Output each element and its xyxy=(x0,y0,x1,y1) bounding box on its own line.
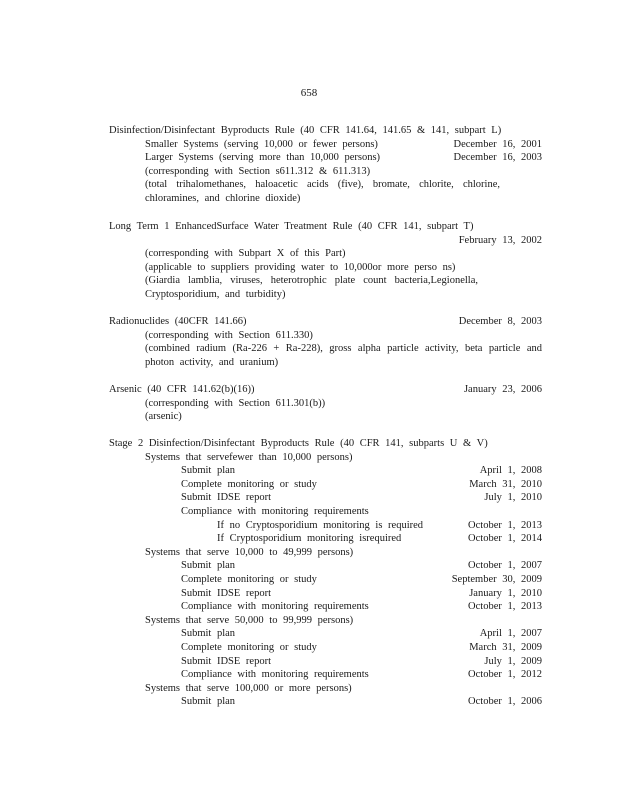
dbp-contaminants: (total trihalomethanes, haloacetic acids (five), bromate, chlorite, chlorine, chloramines, and chlorine dioxide) xyxy=(145,179,500,204)
lt1-rule-date: February 13, 2002 xyxy=(458,234,542,246)
schedule-date: October 1, 2013 xyxy=(468,601,542,613)
system-group-label: Systems that serve 100,000 or more persons) xyxy=(145,682,352,694)
schedule-row xyxy=(109,464,542,478)
schedule-row xyxy=(109,573,542,587)
schedule-label: Submit IDSE report xyxy=(181,587,271,599)
radionuclides-date: December 8, 2003 xyxy=(458,316,542,327)
dbp-corresponding: (corresponding with Section s611.312 & 611.313) xyxy=(145,165,371,177)
lt1-applicable: (applicable to suppliers providing water to 10,000or more perso ns) xyxy=(145,261,456,273)
stage2-rule-section xyxy=(109,437,542,709)
schedule-date: October 1, 2006 xyxy=(468,696,542,708)
dbp-row xyxy=(109,151,542,165)
radionuclides-corresponding: (corresponding with Section 611.330) xyxy=(145,329,313,341)
radionuclides-contaminants: (combined radium (Ra-226 + Ra-228), gross alpha particle activity, beta particle and photon activity, and uranium) xyxy=(145,343,542,368)
stage2-rule-title: Stage 2 Disinfection/Disinfectant Byproducts Rule (40 CFR 141, subparts U & V) xyxy=(109,438,488,449)
schedule-label: Complete monitoring or study xyxy=(181,641,317,653)
arsenic-title: Arsenic (40 CFR 141.62(b)(16)) xyxy=(109,384,255,395)
lt1-contaminants: (Giardia lamblia, viruses, heterotrophic plate count bacteria,Legionella, Cryptosporidium, and turbidity) xyxy=(145,275,478,300)
schedule-row xyxy=(109,559,542,573)
system-group-label: Systems that serve 50,000 to 99,999 persons) xyxy=(145,614,354,626)
arsenic-contaminants: (arsenic) xyxy=(145,411,182,423)
dbp-row-date: December 16, 2003 xyxy=(453,152,542,164)
arsenic-corresponding: (corresponding with Section 611.301(b)) xyxy=(145,397,326,409)
radionuclides-title: Radionuclides (40CFR 141.66) xyxy=(109,316,247,327)
schedule-row xyxy=(109,532,542,546)
schedule-date: April 1, 2007 xyxy=(479,628,542,640)
schedule-row xyxy=(109,695,542,709)
dbp-row-label: Smaller Systems (serving 10,000 or fewer persons) xyxy=(145,138,378,150)
schedule-row xyxy=(109,587,542,601)
arsenic-section xyxy=(109,383,542,424)
system-group-label: Systems that serve 10,000 to 49,999 persons) xyxy=(145,546,354,558)
dbp-row-label: Larger Systems (serving more than 10,000 persons) xyxy=(145,152,381,164)
schedule-row xyxy=(109,478,542,492)
schedule-date: October 1, 2013 xyxy=(468,519,542,531)
dbp-rule-section xyxy=(109,124,542,206)
lt1-rule-section xyxy=(109,220,542,302)
schedule-date: January 1, 2010 xyxy=(469,587,542,599)
schedule-date: July 1, 2010 xyxy=(484,492,542,504)
schedule-date: October 1, 2012 xyxy=(468,669,542,681)
schedule-date: October 1, 2007 xyxy=(468,560,542,572)
schedule-label: Complete monitoring or study xyxy=(181,478,317,490)
schedule-label: Submit plan xyxy=(181,696,236,708)
dbp-rule-title: Disinfection/Disinfectant Byproducts Rule (40 CFR 141.64, 141.65 & 141, subpart L) xyxy=(109,125,502,136)
schedule-row xyxy=(109,627,542,641)
page-number: 658 xyxy=(300,87,318,99)
schedule-date: April 1, 2008 xyxy=(479,465,542,477)
schedule-label: Submit IDSE report xyxy=(181,655,271,667)
schedule-label: Submit IDSE report xyxy=(181,492,271,504)
schedule-label: Compliance with monitoring requirements xyxy=(181,601,369,613)
schedule-label: Submit plan xyxy=(181,465,236,477)
lt1-rule-title: Long Term 1 EnhancedSurface Water Treatment Rule (40 CFR 141, subpart T) xyxy=(109,221,474,232)
schedule-label: Compliance with monitoring requirements xyxy=(181,505,369,517)
dbp-row xyxy=(109,138,542,152)
schedule-label: Submit plan xyxy=(181,628,236,640)
dbp-row-date: December 16, 2001 xyxy=(453,138,542,150)
lt1-corresponding: (corresponding with Subpart X of this Part) xyxy=(145,248,346,260)
schedule-label: If Cryptosporidium monitoring isrequired xyxy=(217,533,402,545)
schedule-row xyxy=(109,519,542,533)
schedule-date: September 30, 2009 xyxy=(451,573,542,585)
schedule-date: March 31, 2009 xyxy=(469,641,542,653)
schedule-date: July 1, 2009 xyxy=(484,655,542,667)
schedule-row xyxy=(109,641,542,655)
schedule-date: October 1, 2014 xyxy=(468,533,542,545)
schedule-label: If no Cryptosporidium monitoring is required xyxy=(217,519,424,531)
schedule-row xyxy=(109,655,542,669)
system-group-label: Systems that servefewer than 10,000 persons) xyxy=(145,451,353,463)
schedule-label: Complete monitoring or study xyxy=(181,573,317,585)
schedule-date: March 31, 2010 xyxy=(469,478,542,490)
schedule-row xyxy=(109,668,542,682)
schedule-row xyxy=(109,491,542,505)
arsenic-date: January 23, 2006 xyxy=(463,384,542,395)
schedule-label: Compliance with monitoring requirements xyxy=(181,669,369,681)
schedule-row xyxy=(109,600,542,614)
radionuclides-section xyxy=(109,315,542,369)
schedule-label: Submit plan xyxy=(181,560,236,572)
